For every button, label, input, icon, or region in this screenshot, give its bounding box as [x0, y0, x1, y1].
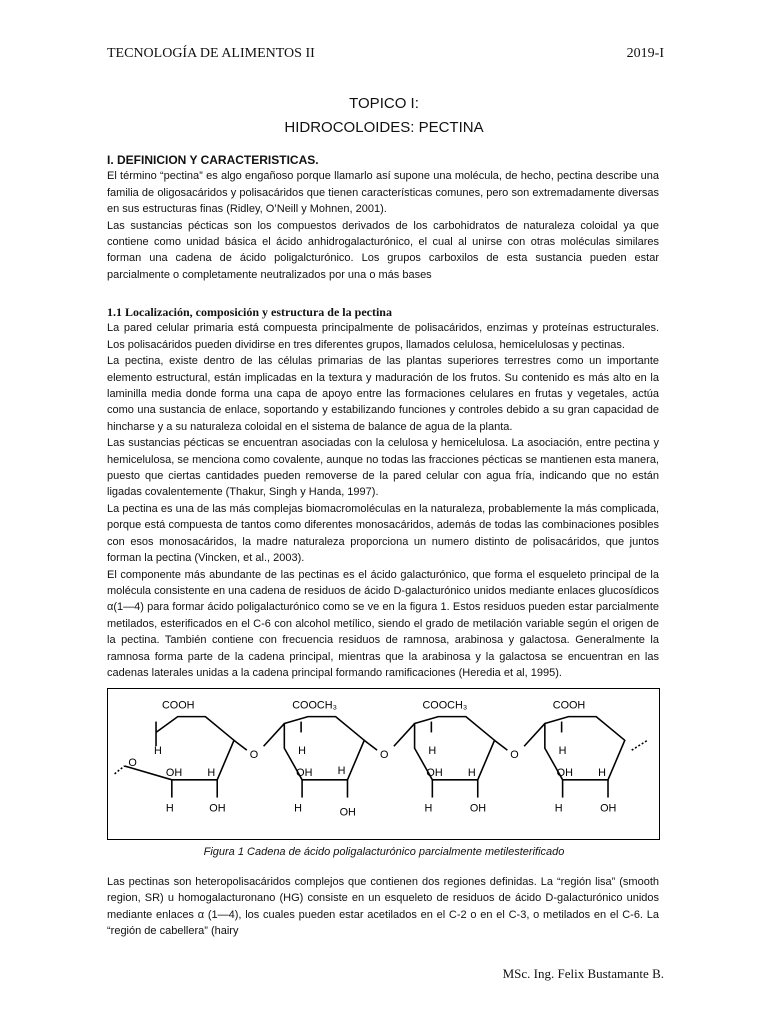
- footer-author: MSc. Ing. Felix Bustamante B.: [502, 966, 664, 981]
- glycosidic-oxygen: O: [380, 749, 389, 762]
- hydroxyl-label: OH: [296, 766, 313, 779]
- paragraph: Las pectinas son heteropolisacáridos complejos que contienen dos regiones definidas. La “región lisa” (smooth region, SR) u homogalacturonano (HG) consiste en un esqueleto de residuos de ácido D-galacturónico unidos mediante enlaces α (1—4), los cuales pueden estar acetilados en el C-2 o en el C-3, o metilados en el C-6. La “región de cabellera” (hairy: [107, 876, 659, 938]
- hydrogen-label: H: [294, 802, 303, 815]
- hydroxyl-label: OH: [556, 766, 573, 779]
- glycosidic-oxygen: O: [249, 749, 259, 762]
- hydrogen-label: H: [298, 745, 306, 758]
- hydrogen-label: H: [558, 745, 567, 758]
- paragraph: Las sustancias pécticas se encuentran asociadas con la celulosa y hemicelulosa. La asociación, entre pectina y hemicelulosa, se menciona como covalente, aunque no todas las fracciones pécticas se mantienen esta manera, puesto que ciertas cantidades pueden removerse de la pared celular con agua fría, indicando que no están ligadas covalentemente (Thakur, Singh y Handa, 1997).: [107, 437, 659, 499]
- hydrogen-label: H: [154, 745, 162, 758]
- topic-title: TOPICO I:: [349, 95, 419, 112]
- figure-caption: Figura 1 Cadena de ácido poligalacturónico parcialmente metilesterificado: [203, 846, 565, 858]
- topic-subtitle: HIDROCOLOIDES: PECTINA: [284, 119, 484, 136]
- section-regions: [107, 874, 659, 940]
- hydrogen-label: H: [165, 802, 174, 815]
- hydrogen-label: H: [337, 764, 346, 777]
- section-heading: I. DEFINICION Y CARACTERISTICAS.: [107, 153, 319, 167]
- subsection-heading: 1.1 Localización, composición y estructura de la pectina: [107, 305, 392, 319]
- paragraph: La pectina es una de las más complejas biomacromoléculas en la naturaleza, probablemente la más complicada, porque está compuesta de tantos como diferentes monosacáridos, además de todas las combinaciones posibles con esos monosacáridos, la madre naturaleza proporciona un numero distinto de polisacáridos, que juntos forman la pectina (Vincken, et al., 2003).: [107, 502, 659, 565]
- header-term: 2019-I: [626, 46, 664, 61]
- hydroxyl-label: OH: [209, 802, 226, 815]
- paragraph: La pared celular primaria está compuesta principalmente de polisacáridos, enzimas y proteínas estructurales. Los polisacáridos pueden dividirse en tres diferentes grupos, llamados celulosa, hemicelulosas y pectinas.: [107, 322, 659, 351]
- paragraph: La pectina, existe dentro de las células primarias de las plantas superiores terrestres como un importante elemento estructural, están implicadas en la textura y maduración de los frutos. Su contenido es más alto en la laminilla media donde forma una capa de apoyo entre las formaciones celulares en frutas y vegetales, actúa como una sustancia de enlace, soportando y estabilizando funciones y controles debido a su gran capacidad de hincharse y a su naturaleza coloidal en el sistema de balance de agua de la planta.: [107, 355, 659, 433]
- carboxyl-label: COOH: [552, 699, 586, 712]
- paragraph: El término “pectina” es algo engañoso porque llamarlo así supone una molécula, de hecho, pectina describe una familia de oligosacáridos y polisacáridos que tienen características comunes, pero son extremadamente diversas en sus estructuras finas (Ridley, O’Neill y Mohnen, 2001).: [107, 170, 659, 216]
- figure-pectin-chain: [107, 688, 660, 840]
- hydrogen-label: H: [554, 802, 563, 815]
- hydroxyl-label: OH: [339, 806, 356, 819]
- paragraph: Las sustancias pécticas son los compuestos derivados de los carbohidratos de naturaleza coloidal ya que contiene como unidad básica el ácido anhidrogalacturónico, el cual al unirse con otras moléculas similares forman una cadena de ácido poligalcturónico. Los grupos carboxilos de esta sustancia pueden estar parcialmente o completamente neutralizados por una o más bases: [107, 219, 659, 281]
- hydrogen-label: H: [424, 802, 433, 815]
- hydrogen-label: H: [598, 766, 606, 779]
- ring-oxygen: O: [128, 756, 137, 769]
- methyl-ester-label: COOCH₃: [422, 699, 468, 712]
- hydrogen-label: H: [428, 745, 437, 758]
- section-localizacion: [107, 304, 659, 681]
- hydroxyl-label: OH: [426, 766, 443, 779]
- section-definition: [107, 152, 659, 283]
- hydrogen-label: H: [207, 766, 216, 779]
- paragraph: El componente más abundante de las pectinas es el ácido galacturónico, que forma el esqueleto principal de la molécula consistente en una cadena de residuos de ácido D-galacturónico unidos mediante enlaces glucosídicos α(1—4) para formar ácido poligalacturónico como se ve en la figura 1. Estos residuos pueden estar parcialmente metilados, esterificados en el C-6 con alcohol metílico, siendo el grado de metilación variable según el origen de la pectina. También contiene con frecuencia residuos de ramnosa, arabinosa y galactosa. Generalmente la ramnosa forma parte de la cadena principal, mientras que la arabinosa y la galactosa se encuentran en las cadenas laterales unidas a la cadena principal formando ramificaciones (Heredia et al, 1995).: [107, 568, 659, 679]
- header-course: TECNOLOGÍA DE ALIMENTOS II: [107, 46, 315, 61]
- glycosidic-oxygen: O: [510, 749, 519, 762]
- carboxyl-label: COOH: [161, 699, 195, 712]
- methyl-ester-label: COOCH₃: [292, 699, 337, 712]
- hydroxyl-label: OH: [165, 766, 183, 779]
- hydroxyl-label: OH: [469, 802, 487, 815]
- hydrogen-label: H: [467, 766, 476, 779]
- pectin-structure-diagram: [108, 689, 659, 839]
- hydroxyl-label: OH: [600, 802, 617, 815]
